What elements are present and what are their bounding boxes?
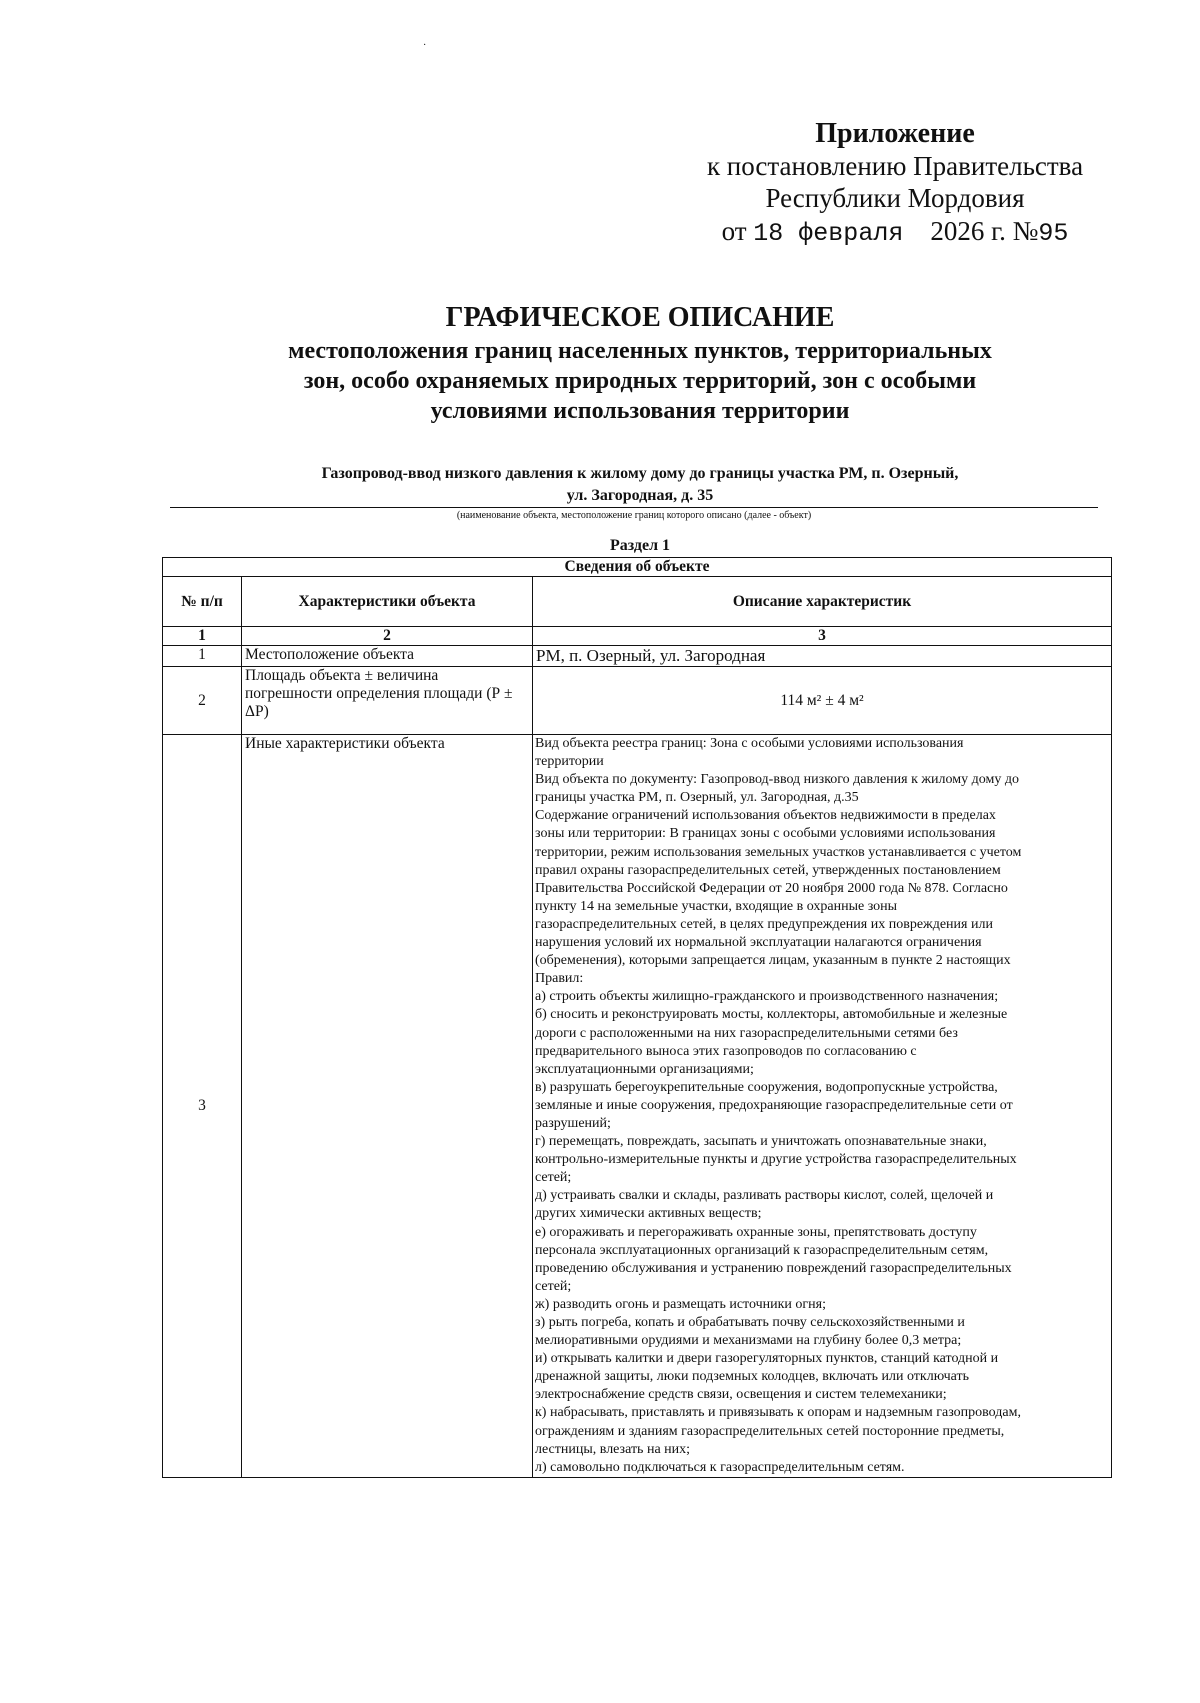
object-note: (наименование объекта, местоположение границ которого описано (далее - объект): [456, 510, 812, 521]
description-line: других химически активных веществ;: [535, 1206, 762, 1222]
description-line: сетей;: [535, 1170, 572, 1186]
object-info-table: [162, 557, 1112, 1478]
object-name-line-2: ул. Загородная, д. 35: [566, 487, 714, 504]
header-description: Описание характеристик: [533, 577, 1112, 627]
title-subline-3: условиями использования территории: [430, 398, 850, 424]
row-number: 1: [163, 646, 242, 667]
description-line: в) разрушать берегоукрепительные сооружения, водопропускные устройства,: [535, 1079, 998, 1095]
column-numbers-row: [163, 627, 1112, 646]
row-description-lines: [533, 735, 1112, 1478]
description-line: к) набрасывать, приставлять и привязывать к опорам и надземным газопроводам,: [535, 1405, 1021, 1421]
description-line: зоны или территории: В границах зоны с особыми условиями использования: [535, 826, 996, 842]
description-line: разрушений;: [535, 1115, 611, 1131]
object-name: [160, 463, 1120, 507]
row-number: 2: [163, 667, 242, 735]
title-heading: ГРАФИЧЕСКОЕ ОПИСАНИЕ: [445, 302, 835, 333]
description-line: дороги с расположенными на них газораспределительными сетями без: [535, 1025, 958, 1041]
row-description: 114 м² ± 4 м²: [533, 667, 1112, 735]
description-line: эксплуатационными организациями;: [535, 1061, 754, 1077]
description-line: (обременения), которыми запрещается лицам, указанным в пункте 2 настоящих: [535, 953, 1011, 969]
annex-date-year: 2026 г. №: [930, 216, 1039, 246]
description-line: территории, режим использования земельных участков устанавливается с учетом: [535, 844, 1022, 860]
description-line: Вид объекта реестра границ: Зона с особыми условиями использования: [535, 736, 964, 751]
description-line: газораспределительных сетей, в целях предупреждения их повреждения или: [535, 916, 993, 932]
header-characteristics: Характеристики объекта: [242, 577, 533, 627]
annex-line-2: Республики Мордовия: [765, 183, 1025, 213]
table-title-row: [163, 558, 1112, 577]
section-label: Раздел 1: [609, 537, 671, 554]
row-number: 3: [163, 735, 242, 1478]
description-lines: [535, 735, 1109, 1477]
title-subline-2: зон, особо охраняемых природных территорий, зон с особыми: [303, 368, 977, 394]
annex-title: Приложение: [815, 118, 975, 149]
description-line: з) рыть погреба, копать и обрабатывать почву сельскохозяйственными и: [535, 1315, 965, 1330]
table-title: Сведения об объекте: [163, 558, 1112, 577]
description-line: ж) разводить огонь и размещать источники огня;: [535, 1296, 826, 1312]
table-row: [163, 646, 1112, 667]
description-line: нарушения условий их нормальной эксплуатации налагаются ограничения: [535, 935, 982, 951]
row-characteristic: Местоположение объекта: [242, 646, 533, 667]
row-description: РМ, п. Озерный, ул. Загородная: [533, 646, 1112, 667]
scan-speck: ·: [423, 40, 427, 51]
col-number-2: 2: [242, 627, 533, 646]
description-line: территории: [535, 754, 604, 770]
description-line: ограждениям и зданиям газораспределительных сетей посторонние предметы,: [535, 1423, 1005, 1439]
description-line: Вид объекта по документу: Газопровод-ввод низкого давления к жилому дому до: [535, 772, 1019, 788]
annex-line-1: к постановлению Правительства: [706, 151, 1084, 181]
description-line: границы участка РМ, п. Озерный, ул. Загородная, д.35: [535, 790, 859, 806]
description-line: электроснабжение средств связи, освещения и систем телемеханики;: [535, 1387, 947, 1403]
description-line: дренажной защиты, люки подземных колодцев, включать или отключать: [535, 1369, 970, 1385]
table-header-row: [163, 577, 1112, 627]
title-subline-1: местоположения границ населенных пунктов, территориальных: [288, 338, 992, 364]
description-line: проведению обслуживания и устранению повреждений газораспределительных: [535, 1260, 1012, 1276]
description-line: г) перемещать, повреждать, засыпать и уничтожать опознавательные знаки,: [535, 1134, 987, 1150]
description-line: пункту 14 на земельные участки, входящие в охранные зоны: [535, 898, 898, 914]
annex-date-line: [690, 214, 1100, 251]
document-title: [160, 300, 1120, 426]
description-line: земляные и иные сооружения, предохраняющие газораспределительные сети от: [535, 1097, 1013, 1113]
description-line: б) сносить и реконструировать мосты, коллекторы, автомобильные и железные: [535, 1007, 1008, 1023]
description-line: д) устраивать свалки и склады, разливать растворы кислот, солей, щелочей и: [535, 1188, 994, 1204]
object-underline: [170, 507, 1098, 508]
description-line: е) огораживать и перегораживать охранные зоны, препятствовать доступу: [535, 1224, 977, 1240]
description-line: а) строить объекты жилищно-гражданского и производственного назначения;: [535, 989, 999, 1005]
description-line: персонала эксплуатационных организаций к газораспределительным сетям,: [535, 1242, 989, 1258]
description-line: мелиоративными орудиями и механизмами на глубину более 0,3 метра;: [535, 1333, 962, 1349]
annex-date-day-month: 18 февраля: [753, 219, 904, 248]
annex-date-prefix: от: [721, 216, 747, 246]
col-number-1: 1: [163, 627, 242, 646]
row-characteristic: Площадь объекта ± величина погрешности определения площади (Р ± ΔР): [242, 667, 533, 735]
description-line: Правительства Российской Федерации от 20 ноября 2000 года № 878. Согласно: [535, 880, 1008, 896]
row-characteristic: Иные характеристики объекта: [242, 735, 533, 1478]
description-line: Содержание ограничений использования объектов недвижимости в пределах: [535, 808, 996, 824]
description-line: контрольно-измерительные пункты и другие устройства газораспределительных: [535, 1152, 1017, 1168]
description-line: лестницы, влезать на них;: [535, 1441, 691, 1457]
description-line: л) самовольно подключаться к газораспределительным сетям.: [535, 1459, 905, 1475]
col-number-3: 3: [533, 627, 1112, 646]
description-line: и) открывать калитки и двери газорегуляторных пунктов, станций катодной и: [535, 1351, 999, 1367]
table-row: [163, 735, 1112, 1478]
description-line: Правил:: [535, 971, 584, 987]
table-row: [163, 667, 1112, 735]
description-line: сетей;: [535, 1278, 572, 1294]
annex-number: 95: [1038, 219, 1069, 248]
header-number: № п/п: [163, 577, 242, 627]
annex-block: [690, 118, 1100, 251]
description-line: предварительного выноса этих газопроводов по согласованию с: [535, 1043, 917, 1059]
description-line: правил охраны газораспределительных сетей, утвержденных постановлением: [535, 862, 1001, 878]
object-name-line-1: Газопровод-ввод низкого давления к жилому дому до границы участка РМ, п. Озерный,: [321, 465, 959, 482]
